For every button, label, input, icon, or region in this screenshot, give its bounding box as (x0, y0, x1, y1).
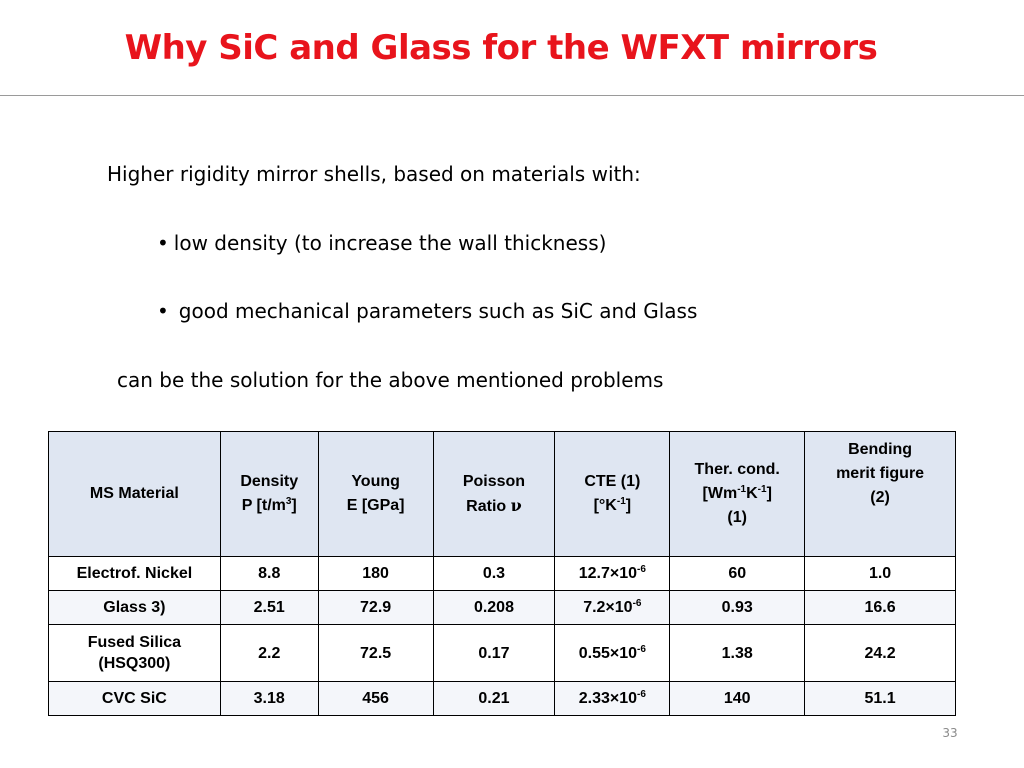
title-divider (0, 95, 1024, 96)
cell-density: 2.51 (220, 591, 318, 625)
cell-cte: $2.33\times 10^{-6}$ (555, 682, 670, 716)
header-young: Young E [GPa] (318, 432, 433, 557)
header-material: MS Material (49, 432, 221, 557)
cell-young: 72.5 (318, 625, 433, 682)
header-density: Density P $[t/m^3]$ (220, 432, 318, 557)
table-row (49, 591, 956, 625)
bullet-icon: • (157, 231, 169, 255)
cell-young: 72.9 (318, 591, 433, 625)
cell-density: 8.8 (220, 557, 318, 591)
slide-title: Why SiC and Glass for the WFXT mirrors (124, 28, 878, 68)
header-bending-merit: Bending merit figure (2) (805, 432, 956, 557)
conclusion-text: can be the solution for the above mentioned problems (117, 368, 664, 392)
bullet-text: low density (to increase the wall thickness) (173, 231, 607, 255)
table-header-row (49, 432, 956, 557)
cell-cte: $7.2\times 10^{-6}$ (555, 591, 670, 625)
cell-young: 180 (318, 557, 433, 591)
cell-cte: $12.7\times 10^{-6}$ (555, 557, 670, 591)
cell-cte: $0.55\times 10^{-6}$ (555, 625, 670, 682)
cell-material: CVC SiC (49, 682, 221, 716)
cell-bending-merit: 1.0 (805, 557, 956, 591)
bullet-icon: • (157, 299, 169, 323)
cell-poisson: 0.3 (433, 557, 555, 591)
cell-thermal-conductivity: 140 (670, 682, 805, 716)
table-row (49, 625, 956, 682)
cell-thermal-conductivity: 60 (670, 557, 805, 591)
cell-material: Fused Silica (HSQ300) (49, 625, 221, 682)
intro-text: Higher rigidity mirror shells, based on materials with: (107, 162, 641, 186)
cell-bending-merit: 24.2 (805, 625, 956, 682)
header-poisson: Poisson Ratio ν (433, 432, 555, 557)
cell-poisson: 0.17 (433, 625, 555, 682)
cell-density: 2.2 (220, 625, 318, 682)
materials-table (48, 431, 956, 716)
bullet-item-2 (157, 299, 697, 323)
cell-poisson: 0.21 (433, 682, 555, 716)
cell-material: Glass 3) (49, 591, 221, 625)
header-thermal-conductivity: Ther. cond. $[Wm^{-1}K^{-1}]$ (1) (670, 432, 805, 557)
cell-poisson: 0.208 (433, 591, 555, 625)
cell-material: Electrof. Nickel (49, 557, 221, 591)
cell-young: 456 (318, 682, 433, 716)
cell-thermal-conductivity: 1.38 (670, 625, 805, 682)
cell-bending-merit: 51.1 (805, 682, 956, 716)
table-row (49, 682, 956, 716)
cell-bending-merit: 16.6 (805, 591, 956, 625)
table-row (49, 557, 956, 591)
bullet-text: good mechanical parameters such as SiC and Glass (178, 299, 698, 323)
page-number: 33 (942, 726, 958, 740)
cell-thermal-conductivity: 0.93 (670, 591, 805, 625)
header-cte: CTE (1) $[^\circ K^{-1}]$ (555, 432, 670, 557)
cell-density: 3.18 (220, 682, 318, 716)
bullet-item-1 (157, 231, 606, 255)
